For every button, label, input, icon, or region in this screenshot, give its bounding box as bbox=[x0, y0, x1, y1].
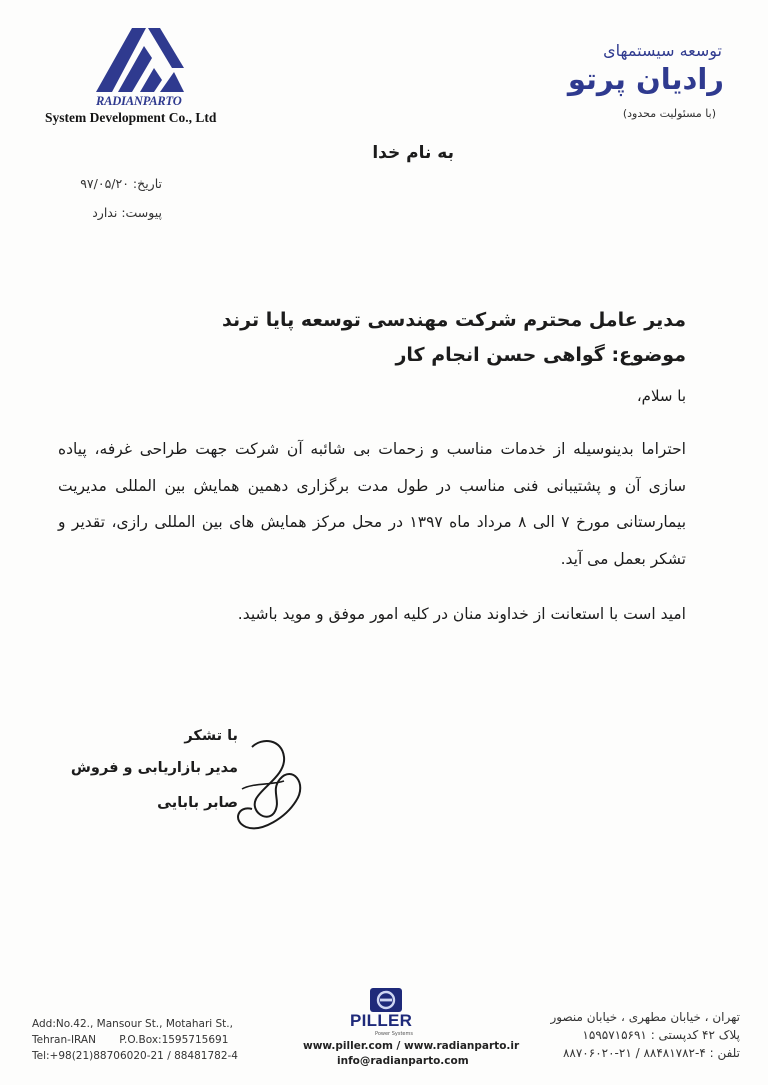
signer-title: مدیر بازاریابی و فروش bbox=[70, 760, 238, 776]
letter-date: تاریخ: ۹۷/۰۵/۲۰ bbox=[80, 176, 162, 191]
handwritten-signature bbox=[222, 735, 312, 840]
brand-tagline-fa: توسعه سیستمهای bbox=[603, 41, 722, 60]
footer-email[interactable]: info@radianparto.com bbox=[337, 1055, 469, 1067]
piller-logo-icon bbox=[368, 986, 404, 1014]
footer-address-fa-line1: تهران ، خیابان مطهری ، خیابان منصور bbox=[550, 1010, 740, 1024]
letter-thanks: با تشکر bbox=[184, 728, 238, 744]
footer-phone-fa: تلفن : ۴-۸۸۴۸۱۷۸۲ / ۲۱-۸۸۷۰۶۰۲۰ bbox=[562, 1046, 740, 1060]
bismillah-heading: به نام خدا bbox=[372, 143, 454, 163]
radianparto-logo-icon bbox=[88, 22, 188, 100]
letter-attachment: پیوست: ندارد bbox=[92, 205, 162, 220]
footer-websites[interactable]: www.piller.com / www.radianparto.ir bbox=[303, 1040, 520, 1052]
brand-name-fa: رادیان پرتو bbox=[567, 62, 724, 96]
piller-name: PILLER bbox=[350, 1011, 413, 1030]
letter-body: احتراما بدینوسیله از خدمات مناسب و زحمات بی شائبه آن شرکت جهت طراحی غرفه، پیاده سازی آن و پشتیبانی فنی مناسب در طول مدت برگزاری دهمین همایش بین المللی مدیریت بیمارستانی مورخ ۷ الی ۸ مرداد ماه ۱۳۹۷ در محل مرکز همایش های بین المللی رازی، تقدیر و تشکر بعمل می آید. bbox=[58, 440, 687, 568]
footer-address-en-line1: Add:No.42., Mansour St., Motahari St., bbox=[32, 1018, 233, 1030]
signer-name: صابر بابایی bbox=[157, 795, 238, 811]
footer-address-fa-line2: پلاک ۴۲ کدپستی : ۱۵۹۵۷۱۵۶۹۱ bbox=[582, 1028, 740, 1042]
letter-subject: موضوع: گواهی حسن انجام کار bbox=[395, 344, 686, 366]
letter-closing: امید است با استعانت از خداوند منان در کلیه امور موفق و موید باشید. bbox=[237, 605, 686, 623]
company-name-en: System Development Co., Ltd bbox=[45, 110, 217, 125]
brand-name-en: RADIANPARTO bbox=[96, 94, 182, 108]
company-ltd-fa: (با مسئولیت محدود) bbox=[622, 107, 716, 120]
footer-phone-en: Tel:+98(21)88706020-21 / 88481782-4 bbox=[32, 1050, 238, 1062]
piller-subtitle: Power Systems bbox=[375, 1031, 413, 1037]
letter-recipient: مدیر عامل محترم شرکت مهندسی توسعه پایا ترند bbox=[222, 309, 686, 331]
footer-address-en-line2: Tehran-IRAN P.O.Box:1595715691 bbox=[32, 1034, 229, 1046]
letter-greeting: با سلام، bbox=[636, 387, 686, 405]
